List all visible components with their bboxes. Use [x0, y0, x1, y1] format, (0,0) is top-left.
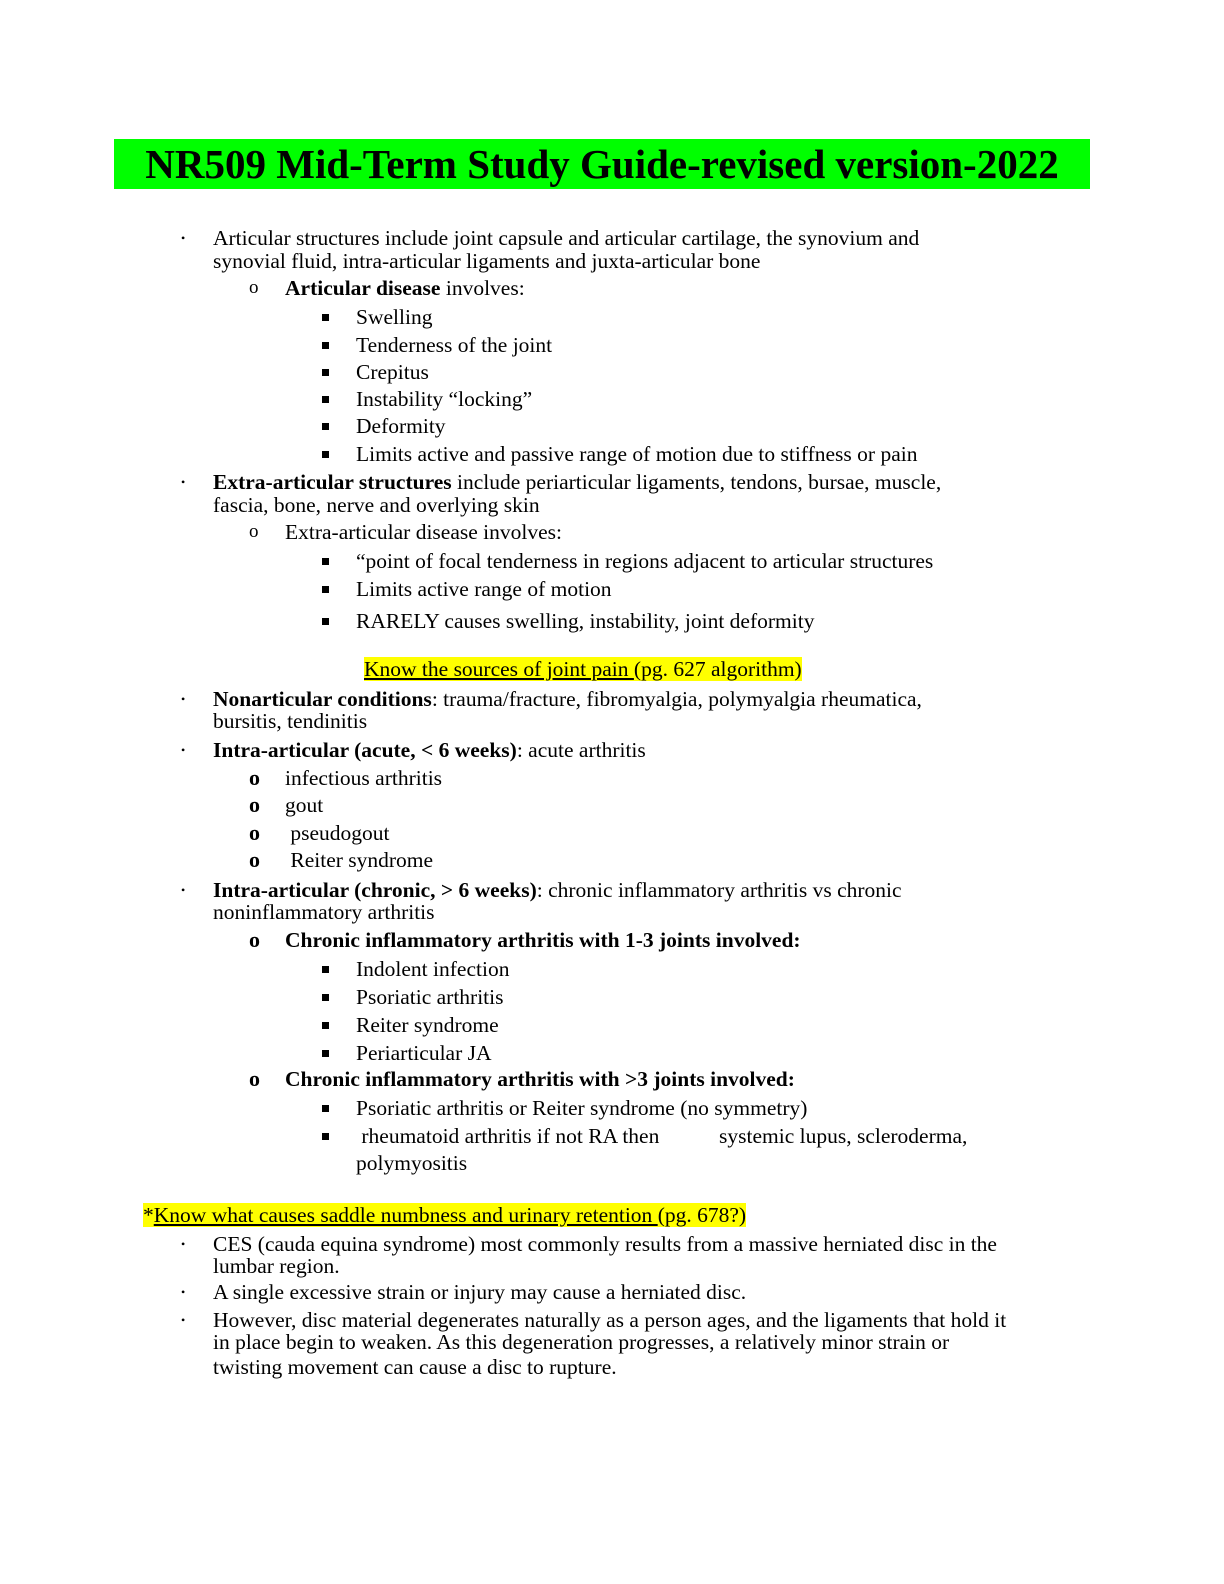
list-item: Limits active and passive range of motion due to stiffness or pain: [356, 442, 918, 466]
section-heading: [364, 657, 802, 681]
paragraph-line: CES (cauda equina syndrome) most commonly results from a massive herniated disc in the: [213, 1232, 997, 1256]
paragraph-line: [213, 878, 902, 902]
bullet-dot: •: [181, 1237, 186, 1251]
list-item: RARELY causes swelling, instability, joint deformity: [356, 609, 815, 633]
bullet-dot: •: [181, 1313, 186, 1327]
paragraph-line: in place begin to weaken. As this degeneration progresses, a relatively minor strain or: [213, 1330, 950, 1354]
bullet-dot: •: [181, 231, 186, 245]
bullet-square: [322, 994, 329, 1001]
bullet-circle: o: [249, 820, 260, 845]
bullet-circle: o: [249, 1066, 260, 1091]
list-item: Reiter syndrome: [285, 848, 434, 872]
highlighted-text: [143, 1203, 746, 1227]
list-item: Instability “locking”: [356, 387, 533, 411]
list-item: gout: [285, 793, 324, 817]
paragraph-line: Articular structures include joint capsule and articular cartilage, the synovium and: [213, 226, 920, 250]
bullet-square: [322, 314, 329, 321]
bullet-dot: •: [181, 475, 186, 489]
bullet-square: [322, 1022, 329, 1029]
list-item: Limits active range of motion: [356, 577, 612, 601]
text-span: involves:: [440, 276, 525, 300]
bullet-square: [322, 618, 329, 625]
bullet-square: [322, 1050, 329, 1057]
bullet-circle: o: [249, 765, 260, 790]
sub-heading: [285, 276, 525, 300]
bullet-dot: •: [181, 883, 186, 897]
paragraph-line: [213, 470, 941, 494]
bullet-square: [322, 586, 329, 593]
bold-term: Intra-articular (acute, < 6 weeks): [213, 738, 517, 762]
page-title: NR509 Mid-Term Study Guide-revised version-2022: [114, 139, 1090, 189]
list-item: Swelling: [356, 305, 433, 329]
bullet-square: [322, 1105, 329, 1112]
bullet-circle: o: [249, 847, 260, 872]
paragraph-line: fascia, bone, nerve and overlying skin: [213, 493, 540, 517]
text-span: : trauma/fracture, fibromyalgia, polymyalgia rheumatica,: [431, 687, 922, 711]
paragraph-line: noninflammatory arthritis: [213, 900, 435, 924]
bold-term: Nonarticular conditions: [213, 687, 432, 711]
paragraph-line: A single excessive strain or injury may cause a herniated disc.: [213, 1280, 747, 1304]
bullet-dot: •: [181, 1285, 186, 1299]
sub-heading: Chronic inflammatory arthritis with >3 joints involved:: [285, 1067, 795, 1091]
text-span: : acute arthritis: [516, 738, 646, 762]
list-item: infectious arthritis: [285, 766, 443, 790]
bullet-circle: o: [249, 927, 260, 952]
list-item: Deformity: [356, 414, 446, 438]
paragraph-line: [213, 687, 922, 711]
paragraph-line: bursitis, tendinitis: [213, 709, 368, 733]
bullet-square: [322, 396, 329, 403]
list-item: pseudogout: [285, 821, 390, 845]
list-item: rheumatoid arthritis if not RA then: [356, 1124, 660, 1148]
list-item: Psoriatic arthritis or Reiter syndrome (no symmetry): [356, 1096, 808, 1120]
asterisk: *: [143, 1203, 154, 1227]
underlined-text: Know what causes saddle numbness and urinary retention: [153, 1203, 658, 1227]
paragraph-line: [213, 738, 646, 762]
list-item: Reiter syndrome: [356, 1013, 499, 1037]
bullet-circle: o: [249, 277, 259, 298]
bold-term: Intra-articular (chronic, > 6 weeks): [213, 878, 537, 902]
section-heading: [143, 1203, 746, 1227]
bold-term: Articular disease: [285, 276, 441, 300]
bullet-dot: •: [181, 743, 186, 757]
text-span: (pg. 627 algorithm): [633, 657, 802, 681]
list-item: Tenderness of the joint: [356, 333, 553, 357]
list-item-continuation: systemic lupus, scleroderma,: [719, 1124, 968, 1148]
text-span: : chronic inflammatory arthritis vs chronic: [536, 878, 902, 902]
list-item: Indolent infection: [356, 957, 510, 981]
sub-heading: Extra-articular disease involves:: [285, 520, 563, 544]
sub-heading: Chronic inflammatory arthritis with 1-3 joints involved:: [285, 928, 801, 952]
bullet-square: [322, 342, 329, 349]
bullet-dot: •: [181, 692, 186, 706]
underlined-text: Know the sources of joint pain: [364, 657, 634, 681]
highlighted-text: [364, 657, 802, 681]
bullet-square: [322, 451, 329, 458]
paragraph-line: synovial fluid, intra-articular ligaments and juxta-articular bone: [213, 249, 761, 273]
bullet-square: [322, 966, 329, 973]
paragraph-line: twisting movement can cause a disc to rupture.: [213, 1355, 617, 1379]
list-item: Psoriatic arthritis: [356, 985, 504, 1009]
list-item: Periarticular JA: [356, 1041, 492, 1065]
bullet-circle: o: [249, 792, 260, 817]
bullet-square: [322, 423, 329, 430]
text-span: include periarticular ligaments, tendons, bursae, muscle,: [451, 470, 942, 494]
bold-term: Extra-articular structures: [213, 470, 452, 494]
paragraph-line: lumbar region.: [213, 1254, 340, 1278]
bullet-square: [322, 558, 329, 565]
bullet-square: [322, 1133, 329, 1140]
list-item-continuation: polymyositis: [356, 1151, 468, 1175]
list-item: Crepitus: [356, 360, 429, 384]
bullet-square: [322, 369, 329, 376]
bullet-circle: o: [249, 521, 259, 542]
text-span: (pg. 678?): [657, 1203, 747, 1227]
list-item: “point of focal tenderness in regions adjacent to articular structures: [356, 549, 934, 573]
paragraph-line: However, disc material degenerates naturally as a person ages, and the ligaments that hold it: [213, 1308, 1007, 1332]
